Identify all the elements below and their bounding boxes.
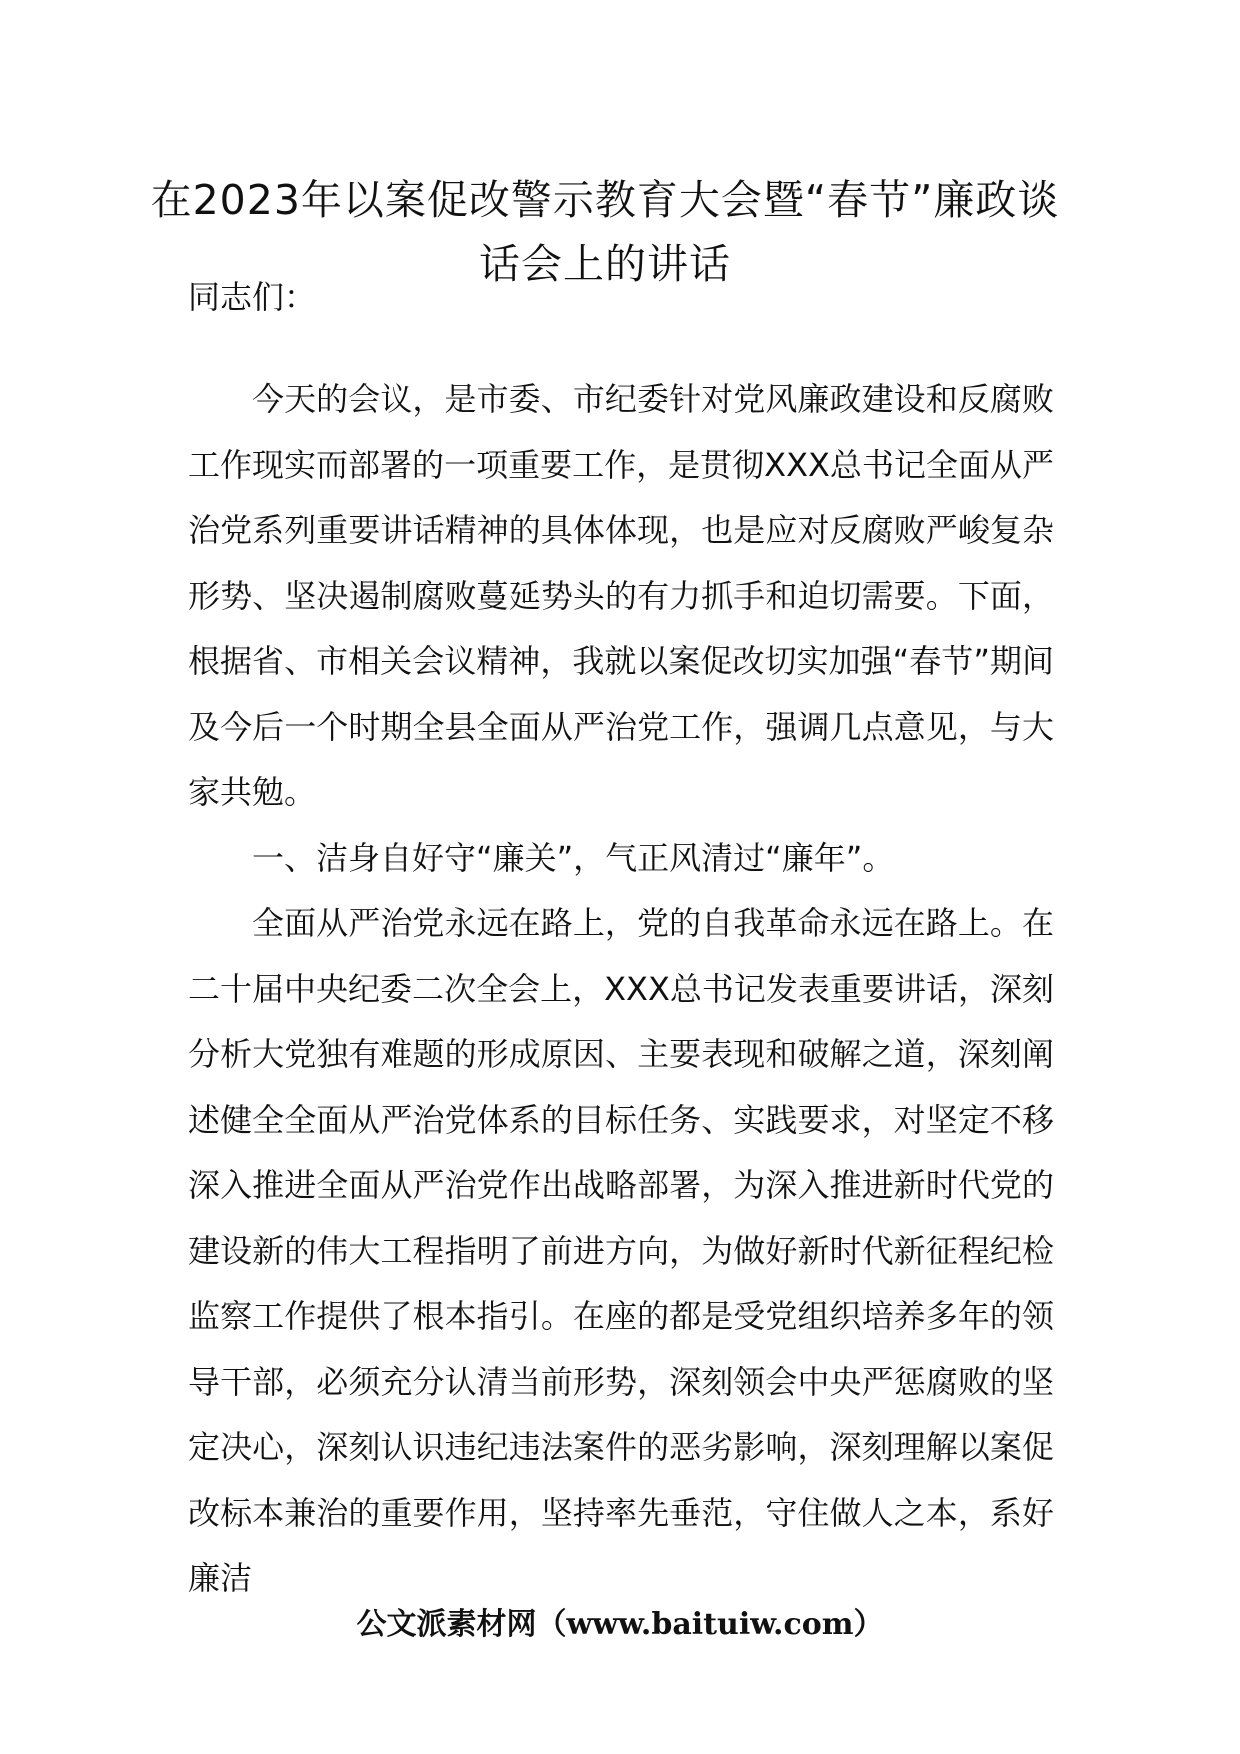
footer-watermark: 公文派素材网（www.baituiw.com） [356, 1607, 884, 1642]
paragraph-intro: 今天的会议，是市委、市纪委针对党风廉政建设和反腐败工作现实而部署的一项重要工作，是贯彻XXX总书记全面从严治党系列重要讲话精神的具体体现，也是应对反腐败严峻复杂形势、坚决遏制腐败蔓延势头的有力抓手和迫切需要。下面，根据省、市相关会议精神，我就以案促改切实加强“春节”期间及今后一个时期全县全面从严治党工作，强调几点意见，与大家共勉。 [188, 380, 1054, 811]
salutation: 同志们： [188, 278, 317, 316]
section-heading-1: 一、洁身自好守“廉关”，气正风清过“廉年”。 [252, 838, 895, 877]
paragraph-section-1: 全面从严治党永远在路上，党的自我革命永远在路上。在二十届中央纪委二次全会上，XXX总书记发表重要讲话，深刻分析大党独有难题的形成原因、主要表现和破解之道，深刻阐述健全全面从严治党体系的目标任务、实践要求，对坚定不移深入推进全面从严治党作出战略部署，为深入推进新时代党的建设新的伟大工程指明了前进方向，为做好新时代新征程纪检监察工作提供了根本指引。在座的都是受党组织培养多年的领导干部，必须充分认清当前形势，深刻领会中央严惩腐败的坚定决心，深刻认识违纪违法案件的恶劣影响，深刻理解以案促改标本兼治的重要作用，坚持率先垂范，守住做人之本，系好廉洁 [188, 904, 1054, 1597]
document-body [188, 367, 1054, 1612]
document-title: 在2023年以案促改警示教育大会暨“春节”廉政谈话会上的讲话 [150, 176, 1060, 288]
